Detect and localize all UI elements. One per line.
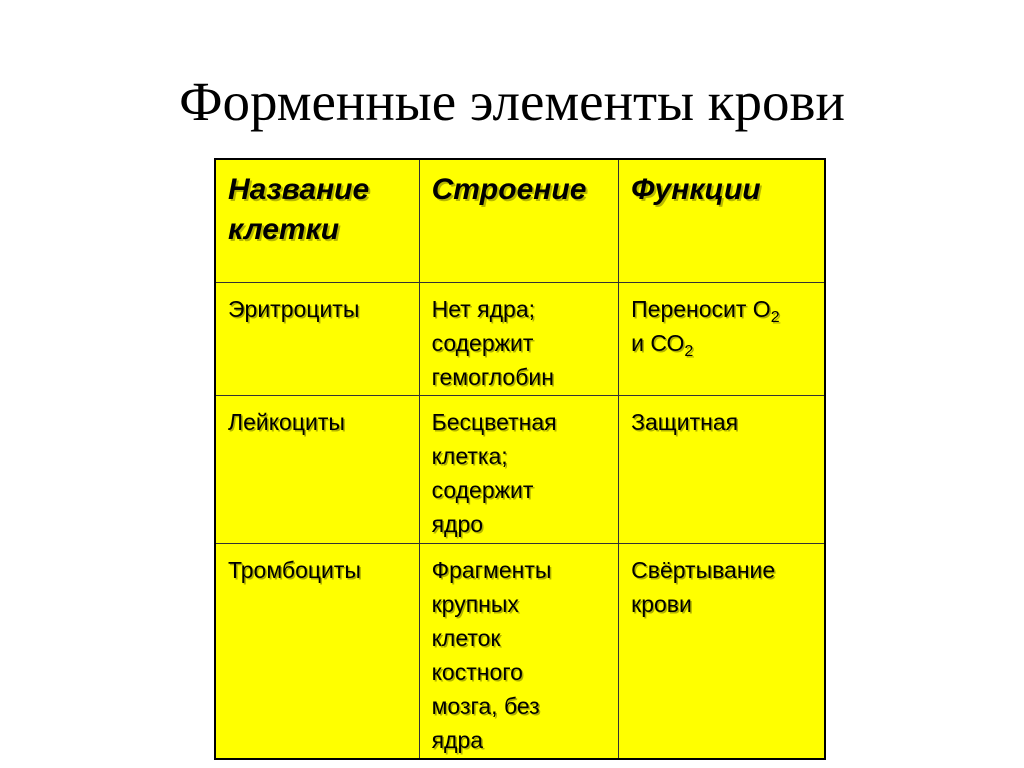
- formula-subscript: 2: [770, 309, 780, 326]
- cell-functions: [619, 396, 825, 544]
- header-cell-structure: [419, 159, 619, 283]
- cell-line: крупных: [431, 591, 519, 617]
- header-name-line: Название: [228, 173, 370, 206]
- table-row: [215, 544, 825, 760]
- cell-line: [631, 292, 820, 326]
- cell-line: [631, 326, 820, 360]
- cell-line: Бесцветная: [431, 409, 557, 435]
- cell-line: Нет ядра;: [431, 296, 536, 322]
- cell-line: костного: [431, 659, 523, 685]
- cell-name: [215, 544, 419, 760]
- formula-text: и СО: [631, 330, 685, 356]
- cell-functions: [619, 544, 825, 760]
- cell-line: Лейкоциты: [228, 409, 345, 435]
- cell-line: Эритроциты: [228, 296, 360, 322]
- header-name-line: клетки: [228, 213, 340, 246]
- header-cell-name: [215, 159, 419, 283]
- cell-functions: [619, 283, 825, 396]
- header-structure-line: Строение: [431, 173, 587, 206]
- cell-line: Фрагменты: [431, 557, 552, 583]
- cell-structure: [419, 396, 619, 544]
- cell-line: мозга, без: [431, 693, 540, 719]
- cell-line: ядра: [431, 727, 484, 753]
- cell-line: гемоглобин: [431, 364, 554, 390]
- cell-line: содержит: [431, 330, 534, 356]
- cell-line: крови: [631, 591, 692, 617]
- cell-line: клетка;: [431, 443, 508, 469]
- formula-subscript: 2: [684, 343, 694, 360]
- cell-line: Защитная: [631, 409, 739, 435]
- cell-line: клеток: [431, 625, 501, 651]
- slide-title: Форменные элементы крови: [179, 71, 845, 132]
- formula-text: Переносит О: [631, 296, 771, 322]
- cell-line: Тромбоциты: [228, 557, 361, 583]
- table-row: [215, 283, 825, 396]
- cell-line: содержит: [431, 477, 534, 503]
- header-cell-functions: [619, 159, 825, 283]
- cell-name: [215, 283, 419, 396]
- table-row: [215, 396, 825, 544]
- cell-structure: [419, 283, 619, 396]
- cell-line: ядро: [431, 511, 484, 537]
- cell-name: [215, 396, 419, 544]
- table-header-row: [215, 159, 825, 283]
- header-functions-line: Функции: [631, 173, 761, 206]
- cell-structure: [419, 544, 619, 760]
- blood-cells-table: [214, 158, 826, 760]
- cell-line: Свёртывание: [631, 557, 776, 583]
